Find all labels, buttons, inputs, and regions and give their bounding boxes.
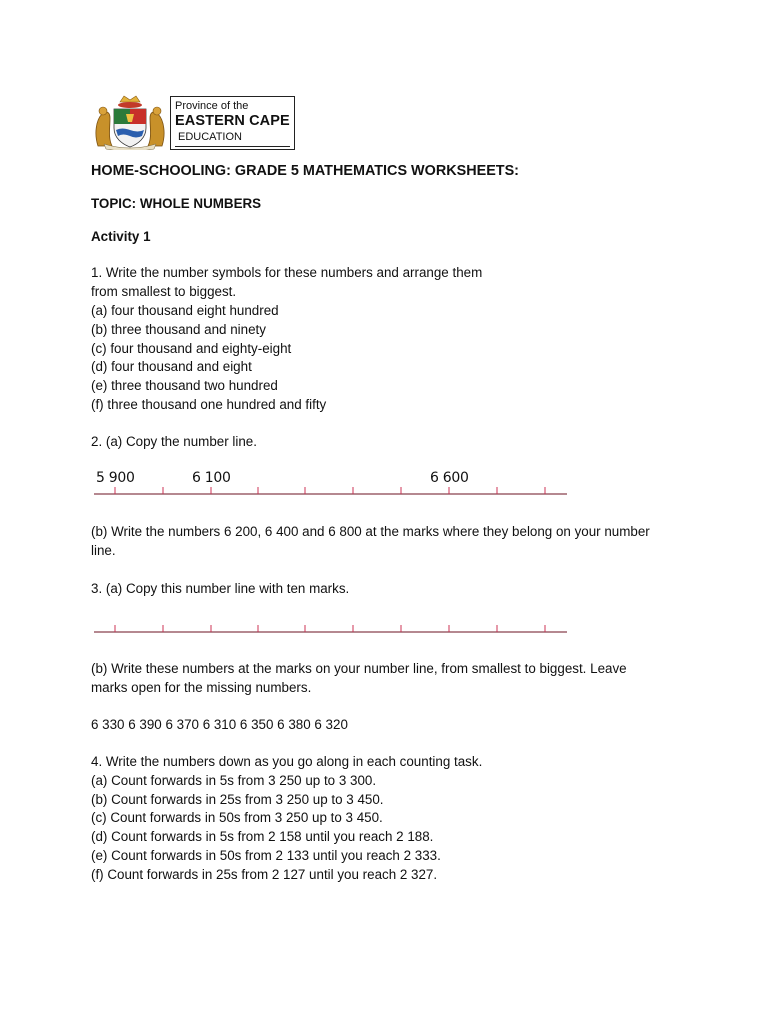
q1-item: (e) three thousand two hundred [91,378,278,393]
q1-item: (b) three thousand and ninety [91,322,266,337]
topic-heading: TOPIC: WHOLE NUMBERS [91,196,262,211]
q1-item: (a) four thousand eight hundred [91,303,279,318]
logo-province-text: Province of the [175,100,249,112]
q1-item: (c) four thousand and eighty-eight [91,341,292,356]
q4-item: (e) Count forwards in 50s from 2 133 until you reach 2 333. [91,848,441,863]
number-line-q3-axis [94,622,568,634]
q4-instruction: 4. Write the numbers down as you go along in each counting task. [91,754,483,769]
q4-item: (c) Count forwards in 50s from 3 250 up to 3 450. [91,810,383,825]
q2-part-a: 2. (a) Copy the number line. [91,434,257,449]
q1-item: (f) three thousand one hundred and fifty [91,397,327,412]
q1-instruction-line2: from smallest to biggest. [91,284,237,299]
worksheet-title: HOME-SCHOOLING: GRADE 5 MATHEMATICS WORKSHEETS: [91,163,519,179]
q1-item: (d) four thousand and eight [91,359,252,374]
q4-item: (f) Count forwards in 25s from 2 127 until you reach 2 327. [91,867,438,882]
logo-underline [175,146,290,147]
province-logo-box [170,96,295,150]
q4-item: (a) Count forwards in 5s from 3 250 up to 3 300. [91,773,377,788]
q2-part-b-line2: line. [91,543,116,558]
number-line-label: 6 100 [192,470,231,486]
q3-number-list: 6 330 6 390 6 370 6 310 6 350 6 380 6 320 [91,717,348,732]
number-line-label: 5 900 [96,470,135,486]
coat-of-arms-logo [92,94,168,150]
logo-department-text: EDUCATION [178,131,242,143]
activity-heading: Activity 1 [91,229,151,244]
q2-part-b-line1: (b) Write the numbers 6 200, 6 400 and 6 800 at the marks where they belong on your number [91,524,650,539]
q4-item: (b) Count forwards in 25s from 3 250 up to 3 450. [91,792,384,807]
number-line-label: 6 600 [430,470,469,486]
number-line-q2-axis [94,484,568,496]
q1-instruction-line1: 1. Write the number symbols for these numbers and arrange them [91,265,483,280]
logo-region-text: EASTERN CAPE [175,113,290,129]
q3-part-b-line2: marks open for the missing numbers. [91,680,312,695]
q3-part-a: 3. (a) Copy this number line with ten marks. [91,581,350,596]
q3-part-b-line1: (b) Write these numbers at the marks on your number line, from smallest to biggest. Leave [91,661,627,676]
q4-item: (d) Count forwards in 5s from 2 158 until you reach 2 188. [91,829,434,844]
